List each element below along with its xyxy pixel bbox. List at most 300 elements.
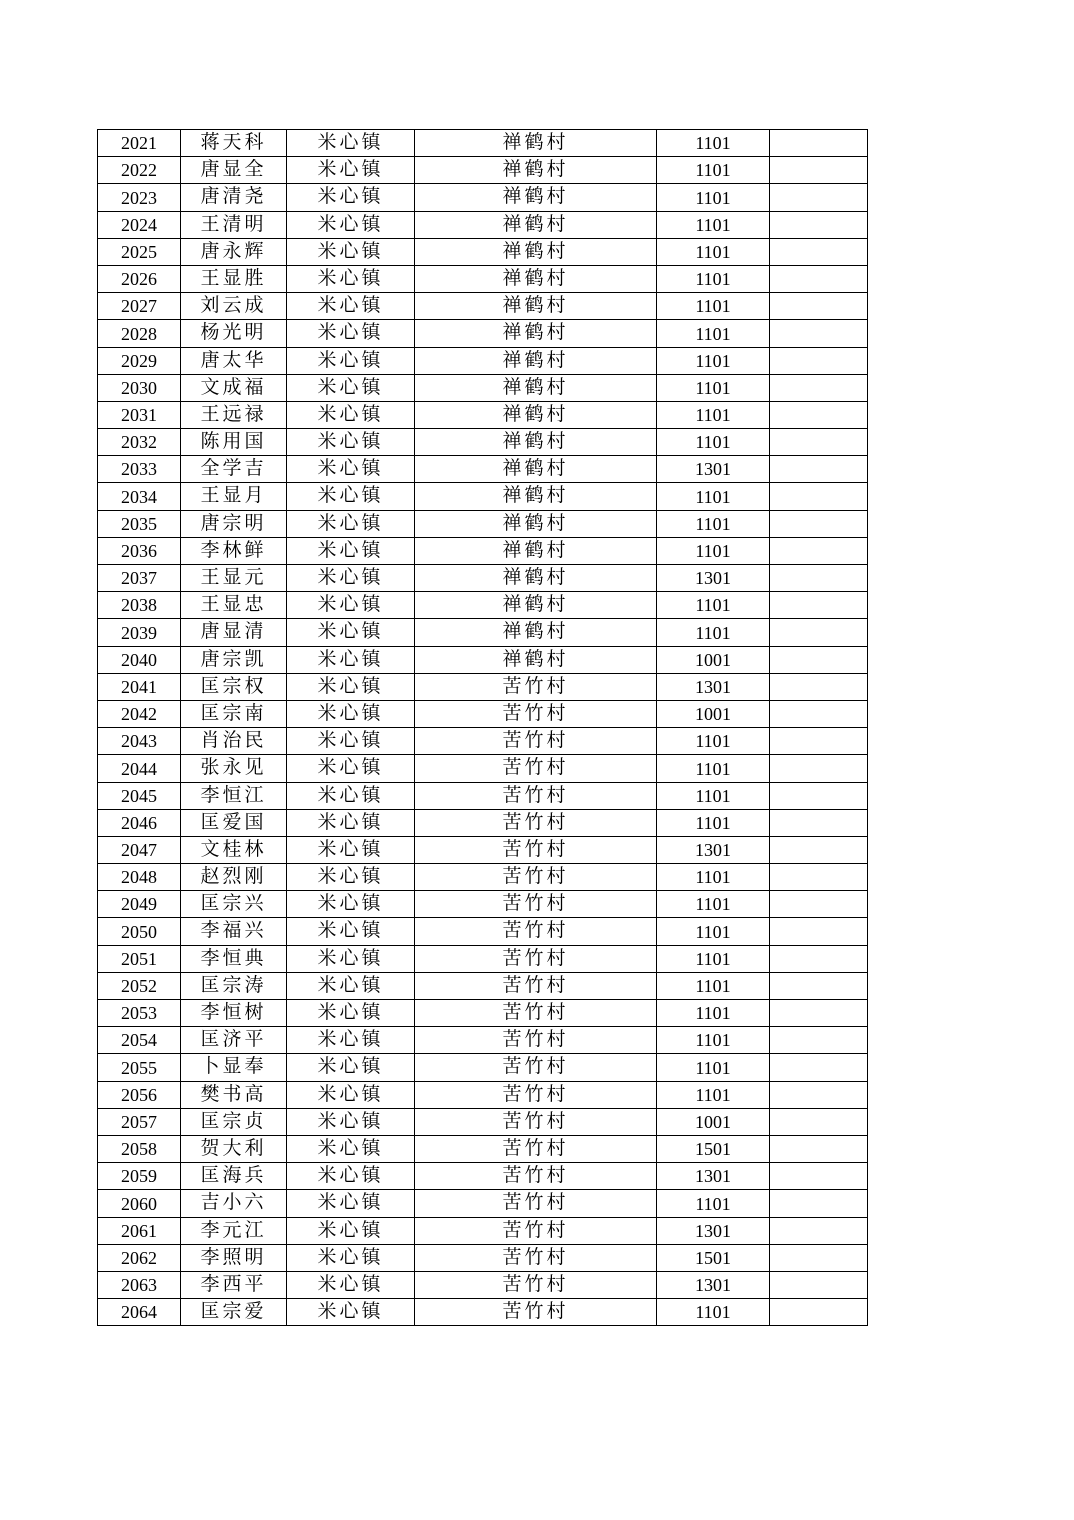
name-cell: 蒋天科	[181, 130, 287, 157]
code-cell: 1101	[657, 864, 770, 891]
code-cell: 1101	[657, 374, 770, 401]
note-cell	[770, 565, 868, 592]
town-cell: 米心镇	[287, 1054, 415, 1081]
code-cell: 1101	[657, 130, 770, 157]
table-row	[98, 945, 868, 972]
code-cell: 1501	[657, 1135, 770, 1162]
note-cell	[770, 456, 868, 483]
row-number-cell: 2022	[98, 157, 181, 184]
town-cell: 米心镇	[287, 1271, 415, 1298]
note-cell	[770, 1027, 868, 1054]
name-cell: 李福兴	[181, 918, 287, 945]
name-cell: 匡宗爱	[181, 1299, 287, 1326]
row-number-cell: 2052	[98, 972, 181, 999]
village-cell: 苦竹村	[415, 972, 657, 999]
table-row	[98, 130, 868, 157]
code-cell: 1101	[657, 891, 770, 918]
town-cell: 米心镇	[287, 565, 415, 592]
row-number-cell: 2063	[98, 1271, 181, 1298]
name-cell: 李林鲜	[181, 537, 287, 564]
note-cell	[770, 1108, 868, 1135]
town-cell: 米心镇	[287, 700, 415, 727]
town-cell: 米心镇	[287, 1027, 415, 1054]
note-cell	[770, 809, 868, 836]
code-cell: 1101	[657, 782, 770, 809]
note-cell	[770, 864, 868, 891]
table-row	[98, 1135, 868, 1162]
row-number-cell: 2061	[98, 1217, 181, 1244]
note-cell	[770, 700, 868, 727]
town-cell: 米心镇	[287, 401, 415, 428]
table-row	[98, 510, 868, 537]
table-row	[98, 374, 868, 401]
name-cell: 唐清尧	[181, 184, 287, 211]
town-cell: 米心镇	[287, 1000, 415, 1027]
name-cell: 李西平	[181, 1271, 287, 1298]
note-cell	[770, 1081, 868, 1108]
name-cell: 肖治民	[181, 728, 287, 755]
table-row	[98, 864, 868, 891]
note-cell	[770, 293, 868, 320]
village-cell: 禅鹤村	[415, 374, 657, 401]
code-cell: 1001	[657, 1108, 770, 1135]
town-cell: 米心镇	[287, 619, 415, 646]
table-row	[98, 809, 868, 836]
table-row	[98, 1271, 868, 1298]
row-number-cell: 2036	[98, 537, 181, 564]
row-number-cell: 2033	[98, 456, 181, 483]
table-row	[98, 1000, 868, 1027]
table-row	[98, 211, 868, 238]
row-number-cell: 2048	[98, 864, 181, 891]
table-row	[98, 1190, 868, 1217]
code-cell: 1301	[657, 565, 770, 592]
name-cell: 唐显清	[181, 619, 287, 646]
town-cell: 米心镇	[287, 728, 415, 755]
village-cell: 禅鹤村	[415, 619, 657, 646]
village-cell: 苦竹村	[415, 673, 657, 700]
code-cell: 1301	[657, 1217, 770, 1244]
note-cell	[770, 1163, 868, 1190]
note-cell	[770, 646, 868, 673]
row-number-cell: 2027	[98, 293, 181, 320]
table-row	[98, 265, 868, 292]
name-cell: 吉小六	[181, 1190, 287, 1217]
code-cell: 1101	[657, 238, 770, 265]
row-number-cell: 2034	[98, 483, 181, 510]
note-cell	[770, 184, 868, 211]
note-cell	[770, 1054, 868, 1081]
town-cell: 米心镇	[287, 184, 415, 211]
village-cell: 禅鹤村	[415, 401, 657, 428]
name-cell: 王显元	[181, 565, 287, 592]
note-cell	[770, 945, 868, 972]
note-cell	[770, 1217, 868, 1244]
code-cell: 1301	[657, 456, 770, 483]
table-row	[98, 673, 868, 700]
name-cell: 贺大利	[181, 1135, 287, 1162]
row-number-cell: 2056	[98, 1081, 181, 1108]
table-row	[98, 700, 868, 727]
row-number-cell: 2041	[98, 673, 181, 700]
note-cell	[770, 320, 868, 347]
town-cell: 米心镇	[287, 456, 415, 483]
village-cell: 禅鹤村	[415, 184, 657, 211]
note-cell	[770, 972, 868, 999]
row-number-cell: 2047	[98, 836, 181, 863]
name-cell: 匡宗贞	[181, 1108, 287, 1135]
town-cell: 米心镇	[287, 537, 415, 564]
note-cell	[770, 755, 868, 782]
code-cell: 1101	[657, 1054, 770, 1081]
row-number-cell: 2050	[98, 918, 181, 945]
note-cell	[770, 782, 868, 809]
table-row	[98, 836, 868, 863]
name-cell: 匡济平	[181, 1027, 287, 1054]
name-cell: 王远禄	[181, 401, 287, 428]
row-number-cell: 2062	[98, 1244, 181, 1271]
code-cell: 1001	[657, 646, 770, 673]
row-number-cell: 2030	[98, 374, 181, 401]
row-number-cell: 2038	[98, 592, 181, 619]
village-cell: 苦竹村	[415, 1299, 657, 1326]
table-row	[98, 619, 868, 646]
data-table	[97, 129, 868, 1326]
note-cell	[770, 619, 868, 646]
note-cell	[770, 1244, 868, 1271]
note-cell	[770, 130, 868, 157]
town-cell: 米心镇	[287, 1299, 415, 1326]
code-cell: 1101	[657, 918, 770, 945]
village-cell: 禅鹤村	[415, 157, 657, 184]
village-cell: 苦竹村	[415, 1108, 657, 1135]
note-cell	[770, 429, 868, 456]
row-number-cell: 2043	[98, 728, 181, 755]
row-number-cell: 2054	[98, 1027, 181, 1054]
name-cell: 卜显奉	[181, 1054, 287, 1081]
code-cell: 1101	[657, 755, 770, 782]
note-cell	[770, 211, 868, 238]
town-cell: 米心镇	[287, 646, 415, 673]
code-cell: 1101	[657, 945, 770, 972]
name-cell: 匡宗南	[181, 700, 287, 727]
village-cell: 苦竹村	[415, 945, 657, 972]
row-number-cell: 2035	[98, 510, 181, 537]
village-cell: 禅鹤村	[415, 456, 657, 483]
table-row	[98, 592, 868, 619]
name-cell: 李恒江	[181, 782, 287, 809]
name-cell: 王显月	[181, 483, 287, 510]
row-number-cell: 2028	[98, 320, 181, 347]
table-row	[98, 456, 868, 483]
code-cell: 1301	[657, 1163, 770, 1190]
row-number-cell: 2044	[98, 755, 181, 782]
village-cell: 禅鹤村	[415, 565, 657, 592]
note-cell	[770, 483, 868, 510]
note-cell	[770, 1000, 868, 1027]
village-cell: 苦竹村	[415, 1081, 657, 1108]
note-cell	[770, 238, 868, 265]
code-cell: 1001	[657, 700, 770, 727]
row-number-cell: 2053	[98, 1000, 181, 1027]
village-cell: 苦竹村	[415, 918, 657, 945]
table-row	[98, 1163, 868, 1190]
name-cell: 李元江	[181, 1217, 287, 1244]
note-cell	[770, 1271, 868, 1298]
code-cell: 1101	[657, 184, 770, 211]
code-cell: 1101	[657, 809, 770, 836]
table-row	[98, 429, 868, 456]
row-number-cell: 2029	[98, 347, 181, 374]
row-number-cell: 2024	[98, 211, 181, 238]
row-number-cell: 2037	[98, 565, 181, 592]
name-cell: 匡宗权	[181, 673, 287, 700]
code-cell: 1101	[657, 1000, 770, 1027]
row-number-cell: 2040	[98, 646, 181, 673]
note-cell	[770, 836, 868, 863]
town-cell: 米心镇	[287, 238, 415, 265]
code-cell: 1101	[657, 347, 770, 374]
code-cell: 1101	[657, 537, 770, 564]
table-row	[98, 320, 868, 347]
town-cell: 米心镇	[287, 592, 415, 619]
town-cell: 米心镇	[287, 157, 415, 184]
row-number-cell: 2055	[98, 1054, 181, 1081]
town-cell: 米心镇	[287, 864, 415, 891]
town-cell: 米心镇	[287, 972, 415, 999]
village-cell: 苦竹村	[415, 1000, 657, 1027]
table-row	[98, 238, 868, 265]
village-cell: 苦竹村	[415, 1217, 657, 1244]
row-number-cell: 2059	[98, 1163, 181, 1190]
code-cell: 1101	[657, 265, 770, 292]
village-cell: 禅鹤村	[415, 130, 657, 157]
town-cell: 米心镇	[287, 945, 415, 972]
row-number-cell: 2060	[98, 1190, 181, 1217]
name-cell: 杨光明	[181, 320, 287, 347]
table-row	[98, 1217, 868, 1244]
name-cell: 王显胜	[181, 265, 287, 292]
name-cell: 陈用国	[181, 429, 287, 456]
town-cell: 米心镇	[287, 809, 415, 836]
note-cell	[770, 510, 868, 537]
table-row	[98, 972, 868, 999]
town-cell: 米心镇	[287, 1108, 415, 1135]
code-cell: 1101	[657, 483, 770, 510]
town-cell: 米心镇	[287, 891, 415, 918]
row-number-cell: 2023	[98, 184, 181, 211]
code-cell: 1501	[657, 1244, 770, 1271]
code-cell: 1101	[657, 592, 770, 619]
code-cell: 1101	[657, 401, 770, 428]
village-cell: 苦竹村	[415, 1190, 657, 1217]
town-cell: 米心镇	[287, 918, 415, 945]
code-cell: 1301	[657, 836, 770, 863]
town-cell: 米心镇	[287, 293, 415, 320]
town-cell: 米心镇	[287, 673, 415, 700]
code-cell: 1101	[657, 157, 770, 184]
town-cell: 米心镇	[287, 836, 415, 863]
table-row	[98, 1054, 868, 1081]
name-cell: 全学吉	[181, 456, 287, 483]
row-number-cell: 2025	[98, 238, 181, 265]
name-cell: 唐宗凯	[181, 646, 287, 673]
row-number-cell: 2031	[98, 401, 181, 428]
table-row	[98, 184, 868, 211]
table-row	[98, 1108, 868, 1135]
town-cell: 米心镇	[287, 347, 415, 374]
town-cell: 米心镇	[287, 429, 415, 456]
village-cell: 苦竹村	[415, 836, 657, 863]
village-cell: 禅鹤村	[415, 592, 657, 619]
name-cell: 唐宗明	[181, 510, 287, 537]
row-number-cell: 2021	[98, 130, 181, 157]
village-cell: 禅鹤村	[415, 347, 657, 374]
village-cell: 禅鹤村	[415, 429, 657, 456]
village-cell: 苦竹村	[415, 1163, 657, 1190]
note-cell	[770, 728, 868, 755]
table-row	[98, 293, 868, 320]
town-cell: 米心镇	[287, 782, 415, 809]
row-number-cell: 2049	[98, 891, 181, 918]
code-cell: 1101	[657, 293, 770, 320]
code-cell: 1301	[657, 673, 770, 700]
row-number-cell: 2046	[98, 809, 181, 836]
note-cell	[770, 1190, 868, 1217]
row-number-cell: 2051	[98, 945, 181, 972]
note-cell	[770, 592, 868, 619]
village-cell: 苦竹村	[415, 809, 657, 836]
town-cell: 米心镇	[287, 483, 415, 510]
town-cell: 米心镇	[287, 211, 415, 238]
village-cell: 苦竹村	[415, 1271, 657, 1298]
name-cell: 刘云成	[181, 293, 287, 320]
table-row	[98, 157, 868, 184]
village-cell: 苦竹村	[415, 700, 657, 727]
note-cell	[770, 347, 868, 374]
town-cell: 米心镇	[287, 1135, 415, 1162]
table-row	[98, 401, 868, 428]
row-number-cell: 2057	[98, 1108, 181, 1135]
note-cell	[770, 401, 868, 428]
note-cell	[770, 673, 868, 700]
town-cell: 米心镇	[287, 1081, 415, 1108]
table-row	[98, 483, 868, 510]
name-cell: 赵烈刚	[181, 864, 287, 891]
name-cell: 匡宗兴	[181, 891, 287, 918]
code-cell: 1301	[657, 1271, 770, 1298]
name-cell: 王清明	[181, 211, 287, 238]
name-cell: 文桂林	[181, 836, 287, 863]
note-cell	[770, 265, 868, 292]
row-number-cell: 2042	[98, 700, 181, 727]
table-row	[98, 565, 868, 592]
town-cell: 米心镇	[287, 130, 415, 157]
name-cell: 唐永辉	[181, 238, 287, 265]
table-row	[98, 782, 868, 809]
code-cell: 1101	[657, 619, 770, 646]
note-cell	[770, 918, 868, 945]
village-cell: 苦竹村	[415, 728, 657, 755]
name-cell: 文成福	[181, 374, 287, 401]
code-cell: 1101	[657, 1081, 770, 1108]
note-cell	[770, 891, 868, 918]
village-cell: 苦竹村	[415, 1027, 657, 1054]
table-row	[98, 891, 868, 918]
name-cell: 匡爱国	[181, 809, 287, 836]
table-row	[98, 537, 868, 564]
village-cell: 禅鹤村	[415, 537, 657, 564]
code-cell: 1101	[657, 429, 770, 456]
village-cell: 苦竹村	[415, 1135, 657, 1162]
table-row	[98, 347, 868, 374]
code-cell: 1101	[657, 211, 770, 238]
code-cell: 1101	[657, 1027, 770, 1054]
table-row	[98, 728, 868, 755]
table-row	[98, 1081, 868, 1108]
town-cell: 米心镇	[287, 755, 415, 782]
village-cell: 禅鹤村	[415, 238, 657, 265]
table-row	[98, 1299, 868, 1326]
village-cell: 禅鹤村	[415, 320, 657, 347]
code-cell: 1101	[657, 1299, 770, 1326]
village-cell: 禅鹤村	[415, 265, 657, 292]
name-cell: 李恒树	[181, 1000, 287, 1027]
village-cell: 禅鹤村	[415, 483, 657, 510]
note-cell	[770, 374, 868, 401]
town-cell: 米心镇	[287, 1163, 415, 1190]
name-cell: 唐太华	[181, 347, 287, 374]
name-cell: 张永见	[181, 755, 287, 782]
village-cell: 苦竹村	[415, 1244, 657, 1271]
village-cell: 苦竹村	[415, 891, 657, 918]
name-cell: 唐显全	[181, 157, 287, 184]
table-row	[98, 755, 868, 782]
table-row	[98, 918, 868, 945]
town-cell: 米心镇	[287, 265, 415, 292]
village-cell: 禅鹤村	[415, 211, 657, 238]
town-cell: 米心镇	[287, 1244, 415, 1271]
row-number-cell: 2058	[98, 1135, 181, 1162]
village-cell: 禅鹤村	[415, 293, 657, 320]
name-cell: 樊书高	[181, 1081, 287, 1108]
town-cell: 米心镇	[287, 374, 415, 401]
note-cell	[770, 537, 868, 564]
village-cell: 禅鹤村	[415, 646, 657, 673]
village-cell: 苦竹村	[415, 864, 657, 891]
table-body	[98, 130, 868, 1326]
row-number-cell: 2039	[98, 619, 181, 646]
name-cell: 李恒典	[181, 945, 287, 972]
town-cell: 米心镇	[287, 510, 415, 537]
name-cell: 王显忠	[181, 592, 287, 619]
table-row	[98, 1027, 868, 1054]
note-cell	[770, 1299, 868, 1326]
town-cell: 米心镇	[287, 1217, 415, 1244]
name-cell: 李照明	[181, 1244, 287, 1271]
row-number-cell: 2045	[98, 782, 181, 809]
row-number-cell: 2064	[98, 1299, 181, 1326]
table-row	[98, 646, 868, 673]
code-cell: 1101	[657, 728, 770, 755]
village-cell: 苦竹村	[415, 1054, 657, 1081]
row-number-cell: 2032	[98, 429, 181, 456]
code-cell: 1101	[657, 510, 770, 537]
town-cell: 米心镇	[287, 1190, 415, 1217]
row-number-cell: 2026	[98, 265, 181, 292]
code-cell: 1101	[657, 1190, 770, 1217]
name-cell: 匡宗涛	[181, 972, 287, 999]
